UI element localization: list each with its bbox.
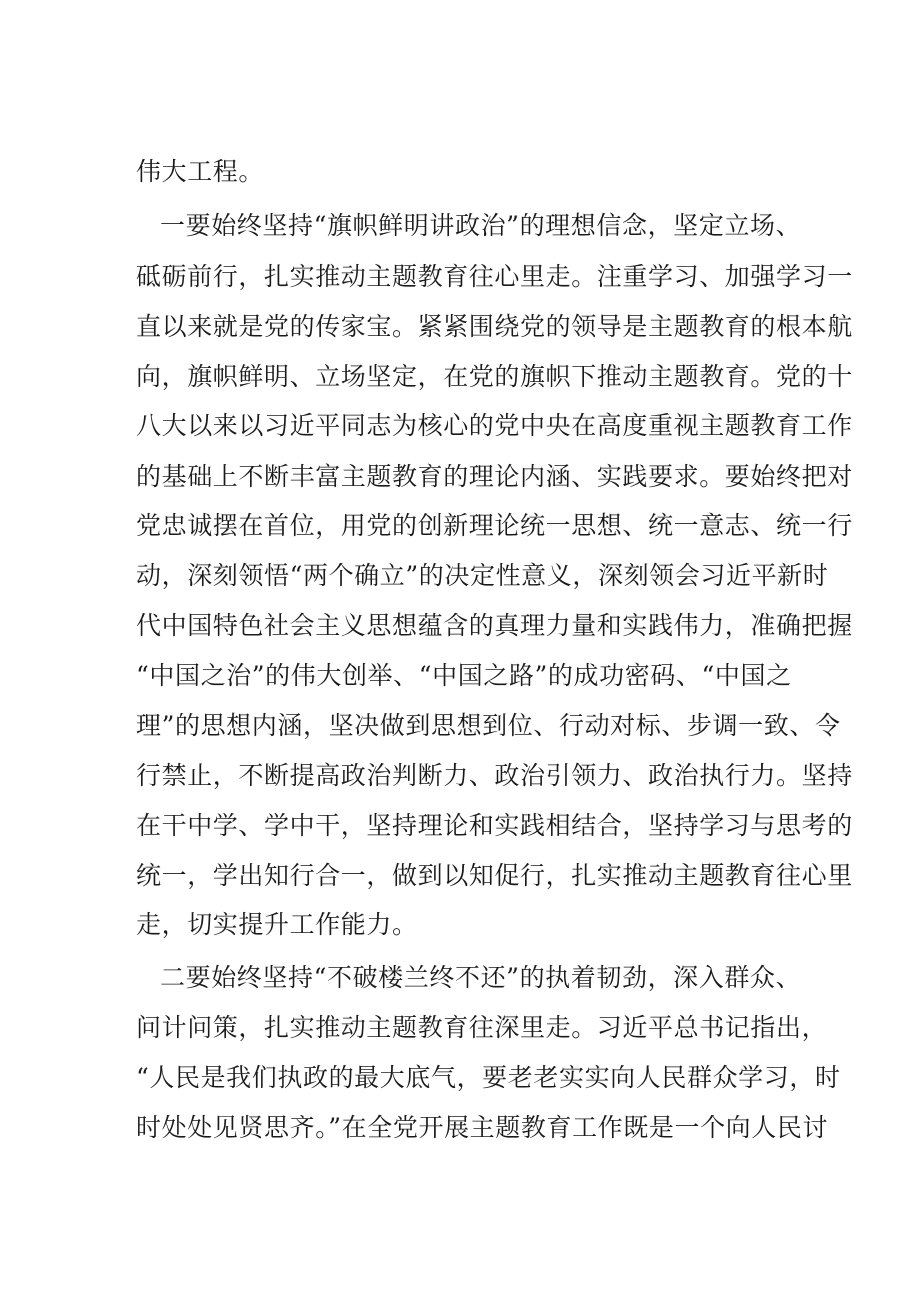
text-line: 砥砺前行，扎实推动主题教育往心里走。注重学习、加强学习一	[136, 262, 853, 291]
paragraph-first-line: 二要始终坚持“不破楼兰终不还”的执着韧劲，深入群众、	[160, 963, 802, 992]
text-line: 代中国特色社会主义思想蕴含的真理力量和实践伟力，准确把握	[136, 611, 853, 640]
text-line: 向，旗帜鲜明、立场坚定，在党的旗帜下推动主题教育。党的十	[136, 362, 853, 391]
text-line: 在干中学、学中干，坚持理论和实践相结合，坚持学习与思考的	[136, 811, 853, 840]
text-line: “人民是我们执政的最大底气，要老老实实向人民群众学习，时	[136, 1063, 841, 1092]
text-line: 动，深刻领悟“两个确立”的决定性意义，深刻领会习近平新时	[136, 561, 829, 590]
text-line: 的基础上不断丰富主题教育的理论内涵、实践要求。要始终把对	[136, 462, 853, 491]
text-line: “中国之治”的伟大创举、“中国之路”的成功密码、“中国之	[136, 661, 792, 690]
text-line: 统一，学出知行合一，做到以知促行，扎实推动主题教育往心里	[136, 861, 853, 890]
text-line: 直以来就是党的传家宝。紧紧围绕党的领导是主题教育的根本航	[136, 312, 853, 341]
paragraph-first-line: 一要始终坚持“旗帜鲜明讲政治”的理想信念，坚定立场、	[160, 211, 802, 240]
text-line: 理”的思想内涵，坚决做到思想到位、行动对标、步调一致、令	[136, 711, 841, 740]
text-line: 行禁止，不断提高政治判断力、政治引领力、政治执行力。坚持	[136, 761, 853, 790]
text-line: 走，切实提升工作能力。	[136, 910, 418, 939]
text-line: 时处处见贤思齐。”在全党开展主题教育工作既是一个向人民讨	[136, 1113, 829, 1142]
text-line: 八大以来以习近平同志为核心的党中央在高度重视主题教育工作	[136, 411, 853, 440]
text-line: 问计问策，扎实推动主题教育往深里走。习近平总书记指出，	[136, 1013, 828, 1042]
text-line: 伟大工程。	[136, 157, 265, 186]
text-line: 党忠诚摆在首位，用党的创新理论统一思想、统一意志、统一行	[136, 511, 853, 540]
